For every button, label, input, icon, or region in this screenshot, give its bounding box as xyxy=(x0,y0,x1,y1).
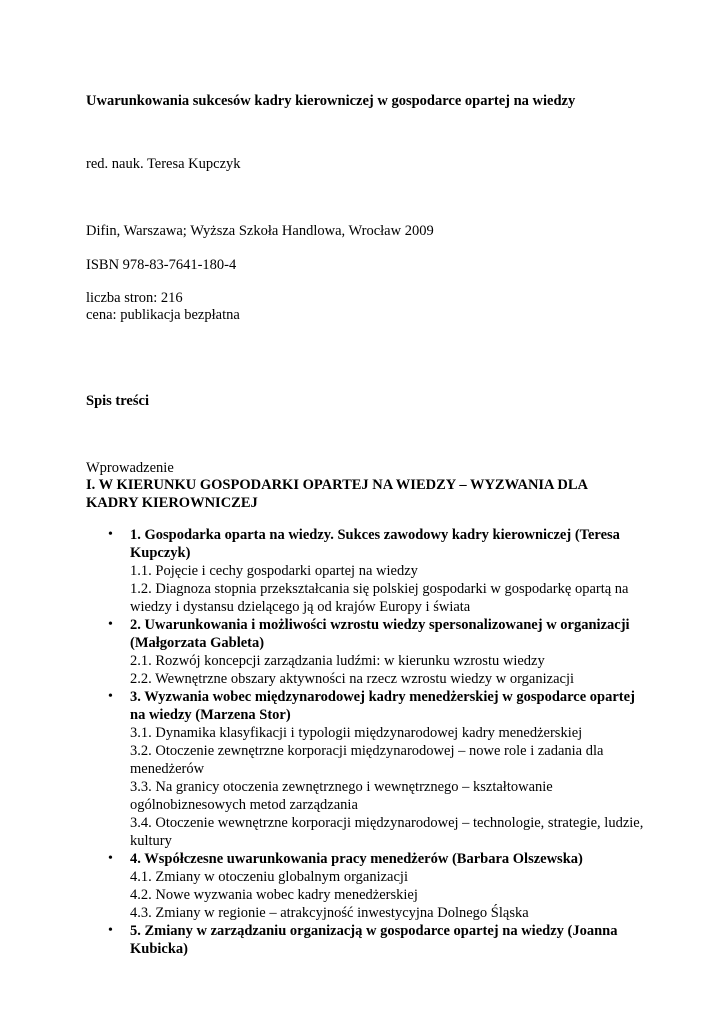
chapter-title: 5. Zmiany w zarządzaniu organizacją w gospodarce opartej na wiedzy (Joanna Kubicka) xyxy=(130,923,618,957)
chapter-section: 3.3. Na granicy otoczenia zewnętrznego i wewnętrznego – kształtowanie ogólnobiznesowych metod zarządzania xyxy=(130,779,553,813)
chapter-section: 4.3. Zmiany w regionie – atrakcyjność inwestycyjna Dolnego Śląska xyxy=(130,905,529,921)
bullet-dot-icon: • xyxy=(108,923,113,938)
toc-chapter xyxy=(108,922,648,958)
chapter-section: 3.1. Dynamika klasyfikacji i typologii międzynarodowej kadry menedżerskiej xyxy=(130,725,583,741)
bullet-dot-icon: • xyxy=(108,617,113,632)
chapter-section: 1.2. Diagnoza stopnia przekształcania się polskiej gospodarki w gospodarkę opartą na wiedzy i dystansu dzielącego ją od krajów Europy i świata xyxy=(130,581,629,615)
toc-chapter-list xyxy=(108,526,648,958)
book-page-count: liczba stron: 216 xyxy=(86,290,183,306)
chapter-title: 4. Współczesne uwarunkowania pracy menedżerów (Barbara Olszewska) xyxy=(130,851,583,867)
chapter-section: 3.2. Otoczenie zewnętrzne korporacji międzynarodowej – nowe role i zadania dla menedżerów xyxy=(130,743,604,777)
chapter-section: 1.1. Pojęcie i cechy gospodarki opartej na wiedzy xyxy=(130,563,418,579)
toc-chapter xyxy=(108,850,648,922)
book-isbn: ISBN 978-83-7641-180-4 xyxy=(86,257,237,273)
bullet-dot-icon: • xyxy=(108,527,113,542)
chapter-title: 3. Wyzwania wobec międzynarodowej kadry menedżerskiej w gospodarce opartej na wiedzy (Marzena Stor) xyxy=(130,689,635,723)
chapter-section: 4.1. Zmiany w otoczeniu globalnym organizacji xyxy=(130,869,408,885)
document-page xyxy=(86,0,646,1024)
chapter-title: 1. Gospodarka oparta na wiedzy. Sukces zawodowy kadry kierowniczej (Teresa Kupczyk) xyxy=(130,527,620,561)
toc-chapter xyxy=(108,688,648,850)
toc-part-title: I. W KIERUNKU GOSPODARKI OPARTEJ NA WIEDZY – WYZWANIA DLA KADRY KIEROWNICZEJ xyxy=(86,477,588,511)
chapter-section: 2.1. Rozwój koncepcji zarządzania ludźmi: w kierunku wzrostu wiedzy xyxy=(130,653,545,669)
book-editor: red. nauk. Teresa Kupczyk xyxy=(86,156,241,172)
toc-chapter xyxy=(108,526,648,616)
chapter-section: 2.2. Wewnętrzne obszary aktywności na rzecz wzrostu wiedzy w organizacji xyxy=(130,671,574,687)
toc-heading: Spis treści xyxy=(86,393,149,409)
chapter-section: 3.4. Otoczenie wewnętrzne korporacji międzynarodowej – technologie, strategie, ludzie, kultury xyxy=(130,815,644,849)
bullet-dot-icon: • xyxy=(108,689,113,704)
chapter-title: 2. Uwarunkowania i możliwości wzrostu wiedzy spersonalizowanej w organizacji (Małgorzata Gableta) xyxy=(130,617,630,651)
book-price: cena: publikacja bezpłatna xyxy=(86,307,240,323)
toc-introduction: Wprowadzenie xyxy=(86,460,174,476)
bullet-dot-icon: • xyxy=(108,851,113,866)
book-title: Uwarunkowania sukcesów kadry kierowniczej w gospodarce opartej na wiedzy xyxy=(86,93,576,109)
toc-chapter xyxy=(108,616,648,688)
chapter-section: 4.2. Nowe wyzwania wobec kadry menedżerskiej xyxy=(130,887,418,903)
book-publisher: Difin, Warszawa; Wyższa Szkoła Handlowa, Wrocław 2009 xyxy=(86,223,434,239)
